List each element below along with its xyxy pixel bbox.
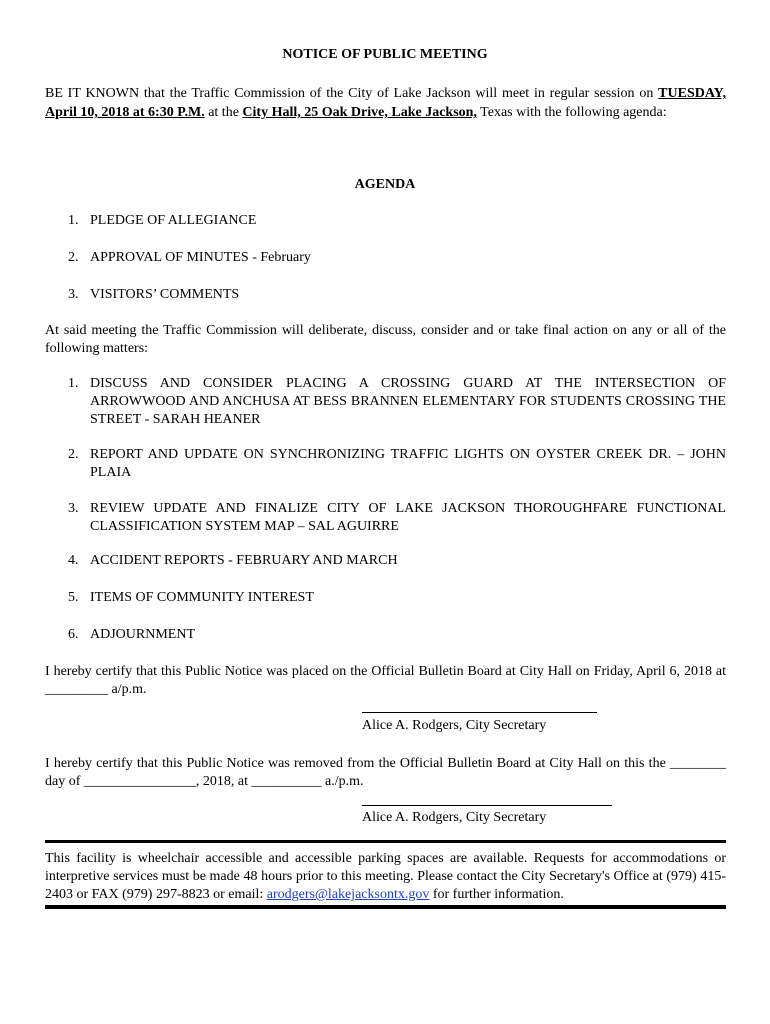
signature-name: Alice A. Rodgers, City Secretary — [362, 718, 547, 733]
matter-item — [68, 375, 726, 429]
agenda-item-text: VISITORS’ COMMENTS — [90, 287, 240, 302]
footer-bottom-rule — [45, 905, 726, 909]
signature-name: Alice A. Rodgers, City Secretary — [362, 810, 547, 825]
matter-item-text: ACCIDENT REPORTS - FEBRUARY AND MARCH — [90, 553, 398, 568]
agenda-item-number: 1. — [68, 213, 79, 228]
agenda-item-text: APPROVAL OF MINUTES - February — [90, 250, 311, 265]
agenda-item — [68, 212, 726, 230]
accessibility-footer — [45, 850, 726, 904]
matter-item-text: ITEMS OF COMMUNITY INTEREST — [90, 590, 314, 605]
agenda-item-number: 3. — [68, 287, 79, 302]
footer-text-2: for further information. — [429, 887, 564, 902]
footer-top-rule — [45, 840, 726, 843]
agenda-item — [68, 286, 726, 304]
matter-item-text: DISCUSS AND CONSIDER PLACING A CROSSING GUARD AT THE INTERSECTION OF ARROWWOOD AND ANCHUSA AT BESS BRANNEN ELEMENTARY FOR STUDENTS CROSSING THE STREET - SARAH HEANER — [90, 376, 726, 427]
signature-line — [362, 712, 597, 713]
matter-item — [68, 552, 726, 570]
matter-item-number: 2. — [68, 447, 79, 462]
matter-item — [68, 500, 726, 536]
email-link[interactable]: arodgers@lakejacksontx.gov — [266, 887, 430, 902]
intro-paragraph — [45, 84, 726, 122]
meeting-datetime: TUESDAY, April 10, 2018 at 6:30 P.M. — [45, 86, 726, 120]
agenda-heading: AGENDA — [354, 177, 416, 192]
matters-intro: At said meeting the Traffic Commission will deliberate, discuss, consider and or take final action on any or all of the following matters: — [45, 323, 726, 356]
certify-placed-text: I hereby certify that this Public Notice was placed on the Official Bulletin Board at City Hall on Friday, April 6, 2018 at _________ a/p.m. — [45, 664, 726, 697]
meeting-location: City Hall, 25 Oak Drive, Lake Jackson, — [242, 105, 477, 120]
agenda-item-text: PLEDGE OF ALLEGIANCE — [90, 213, 257, 228]
matter-item — [68, 626, 726, 644]
agenda-item — [68, 249, 726, 267]
agenda-item-number: 2. — [68, 250, 79, 265]
matter-item — [68, 446, 726, 482]
certify-removed-text: I hereby certify that this Public Notice was removed from the Official Bulletin Board at City Hall on this the ________ day of ________________, 2018, at __________ a./p.m. — [45, 756, 726, 789]
matter-item-number: 1. — [68, 376, 79, 391]
matter-item-number: 4. — [68, 553, 79, 568]
matter-item-text: ADJOURNMENT — [90, 627, 195, 642]
intro-text-1: BE IT KNOWN that the Traffic Commission of the City of Lake Jackson will meet in regular session on — [45, 86, 654, 101]
matter-item-number: 5. — [68, 590, 79, 605]
signature-line — [362, 805, 612, 806]
footer-text-1: This facility is wheelchair accessible and accessible parking spaces are available. Requests for accommodations or interpretive services must be made 48 hours prior to this meeting. Please contact the City Secretary's Office at (979) 415-2403 or FAX (979) 297-8823 or email: — [45, 851, 726, 902]
matter-item-number: 3. — [68, 501, 79, 516]
intro-text-3: Texas with the following agenda: — [476, 105, 667, 120]
document-title: NOTICE OF PUBLIC MEETING — [282, 47, 488, 62]
matter-item-text: REVIEW UPDATE AND FINALIZE CITY OF LAKE JACKSON THOROUGHFARE FUNCTIONAL CLASSIFICATION SYSTEM MAP – SAL AGUIRRE — [90, 501, 726, 534]
matter-item-text: REPORT AND UPDATE ON SYNCHRONIZING TRAFFIC LIGHTS ON OYSTER CREEK DR. – JOHN PLAIA — [90, 447, 726, 480]
intro-text-2: at the — [204, 105, 243, 120]
matter-item — [68, 589, 726, 607]
matter-item-number: 6. — [68, 627, 79, 642]
